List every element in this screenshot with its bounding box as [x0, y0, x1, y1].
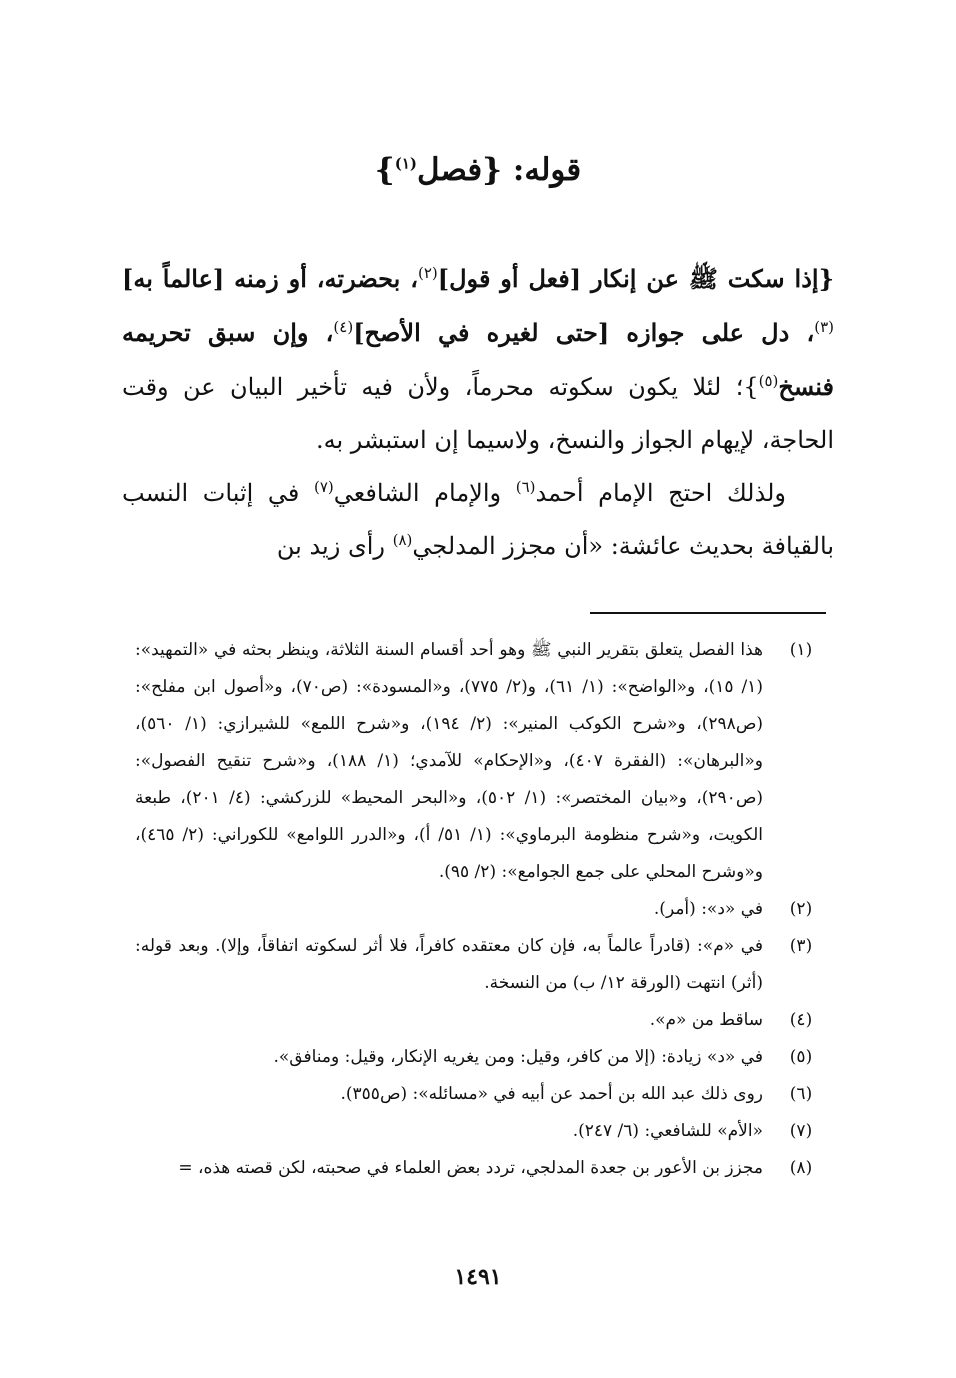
- footnote-7: [135, 1113, 821, 1150]
- footnote-number: (٦): [789, 1084, 813, 1104]
- text-run: ولذلك احتج الإمام أحمد: [535, 479, 786, 507]
- footnote-ref: (٥): [758, 372, 779, 390]
- footnote-ref: (٣): [814, 318, 834, 336]
- text-run: رأى زيد بن: [276, 532, 393, 560]
- footnotes: [135, 632, 821, 1187]
- main-paragraph-1: [122, 252, 834, 467]
- text-run: ، دل على جوازه [حتى لغيره في الأصح]: [353, 318, 815, 347]
- footnote-ref: (٨): [392, 531, 413, 549]
- footnote-separator: [590, 612, 826, 614]
- footnote-text: في «م»: (قادراً عالماً به، فإن كان معتقده كافراً، فلا أثر لسكوته اتفاقاً، وإلا). وبعد قوله: (أثر) انتهت (الورقة ١٢/ ب) من النسخة.: [135, 936, 763, 993]
- footnote-5: [135, 1039, 821, 1076]
- footnote-number: (١): [789, 640, 813, 660]
- footnote-text: في «د» زيادة: (إلا من كافر، وقيل: ومن يغريه الإنكار، وقيل: ومنافق».: [273, 1047, 763, 1067]
- footnote-number: (٢): [789, 899, 813, 919]
- heading-text: قوله: {فصل: [416, 152, 582, 188]
- section-heading: [0, 152, 956, 188]
- footnote-8: [135, 1150, 821, 1187]
- text-run: {إذا سكت ﷺ عن إنكار [فعل أو قول]: [437, 264, 835, 293]
- footnote-text: هذا الفصل يتعلق بتقرير النبي ﷺ وهو أحد أقسام السنة الثلاثة، وينظر بحثه في «التمهيد»: (١/ ١٥)، و«الواضح»: (١/ ٦١)، و(٢/ ٧٧٥)، و«المسودة»: (ص٧٠)، و«أصول ابن مفلح»: (ص٢٩٨)، و«شرح الكوكب المنير»: (٢/ ١٩٤)، و«شرح اللمع» للشيرازي: (١/ ٥٦٠)، و«البرهان»: (الفقرة ٤٠٧)، و«الإحكام» للآمدي؛ (١/ ١٨٨)، و«شرح تنقيح الفصول»: (ص٢٩٠)، و«بيان المختصر»: (١/ ٥٠٢)، و«البحر المحيط» للزركشي: (٤/ ٢٠١)، طبعة الكويت، و«شرح منظومة البرماوي»: (١/ ٥١/ أ)، و«الدرر اللوامع» للكوراني: (٢/ ٤٦٥)، و«وشرح المحلي على جمع الجوامع»: (٢/ ٩٥).: [135, 640, 764, 882]
- footnote-number: (٧): [789, 1121, 813, 1141]
- text-run: والإمام الشافعي: [333, 479, 516, 507]
- footnote-ref: (٦): [515, 478, 536, 496]
- footnote-6: [135, 1076, 821, 1113]
- main-paragraph-2: [122, 467, 834, 573]
- footnote-number: (٤): [789, 1010, 813, 1030]
- main-text: [122, 252, 834, 573]
- footnote-number: (٨): [789, 1158, 813, 1178]
- footnote-2: [135, 891, 821, 928]
- footnote-number: (٥): [789, 1047, 813, 1067]
- footnote-ref: (٢): [417, 264, 438, 282]
- footnote-text: ساقط من «م».: [649, 1010, 763, 1030]
- footnote-1: [135, 632, 821, 891]
- footnote-ref: (٤): [333, 318, 354, 336]
- footnote-3: [135, 928, 821, 1002]
- text-run: في إثبات النسب بالقيافة بحديث عائشة: «أن مجزز المدلجي: [122, 479, 834, 560]
- footnote-text: «الأم» للشافعي: (٦/ ٢٤٧).: [572, 1121, 763, 1141]
- page-number: ١٤٩١: [454, 1264, 502, 1290]
- footnote-number: (٣): [789, 936, 813, 956]
- footnote-ref: (٧): [314, 478, 334, 496]
- footnote-4: [135, 1002, 821, 1039]
- footnote-text: روى ذلك عبد الله بن أحمد عن أبيه في «مسائله»: (ص٣٥٥).: [340, 1084, 763, 1104]
- text-run: }؛ لئلا يكون سكوته محرماً، ولأن فيه تأخير البيان عن وقت الحاجة، لإيهام الجواز والنسخ، ولاسيما إن استبشر به.: [122, 373, 834, 454]
- footnote-text: في «د»: (أمر).: [653, 899, 763, 919]
- text-run: ، وإن سبق تحريمه فنسخ: [122, 318, 834, 401]
- text-run: ، بحضرته، أو زمنه [عالماً به]: [122, 264, 418, 293]
- heading-close: }: [374, 152, 395, 188]
- heading-footnote-mark: (١): [394, 154, 417, 173]
- footnote-text: مجزز بن الأعور بن جعدة المدلجي، تردد بعض العلماء في صحبته، لكن قصته هذه، =: [178, 1158, 763, 1178]
